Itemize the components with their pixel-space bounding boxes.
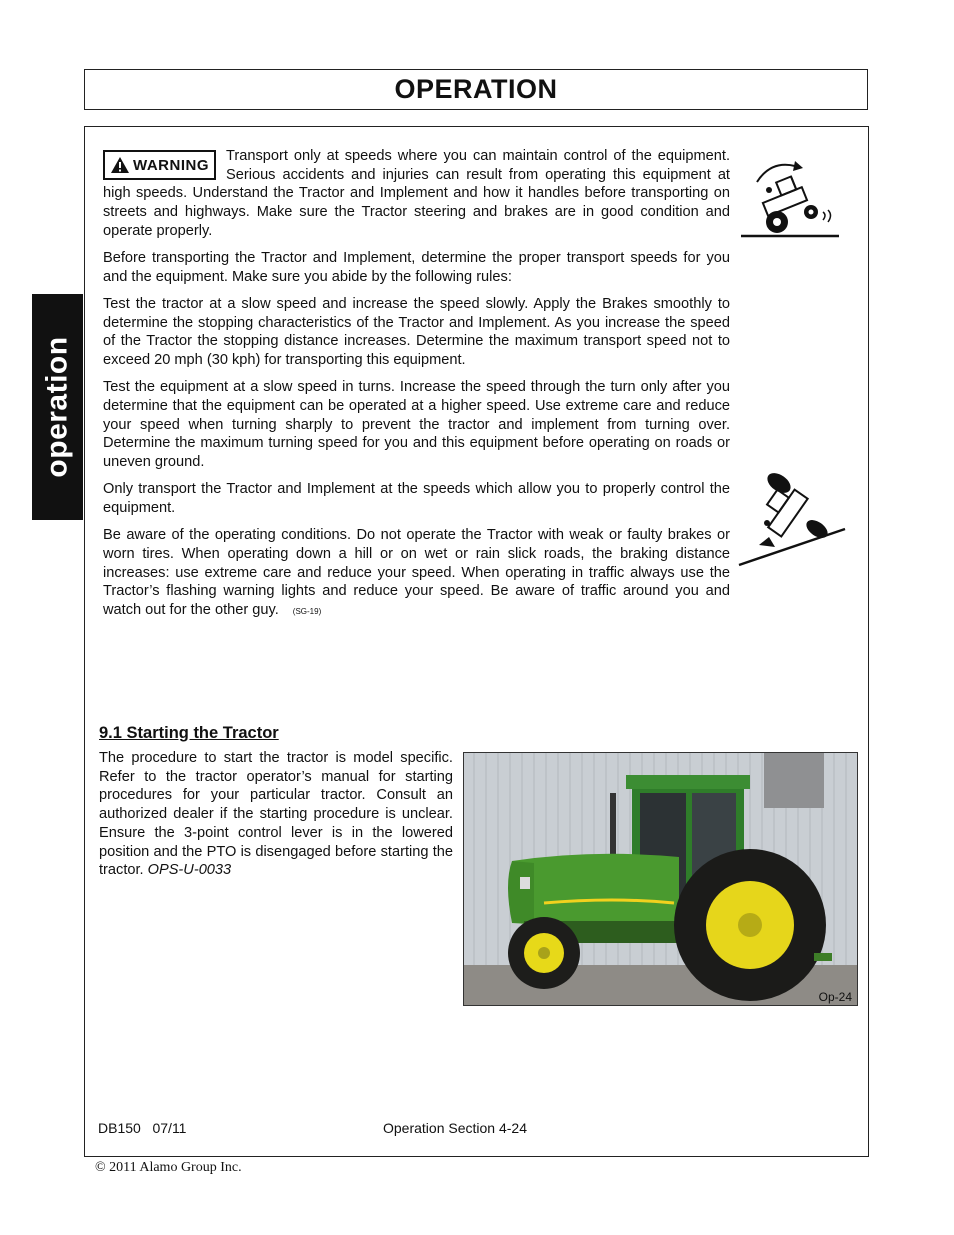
warning-paragraph: Only transport the Tractor and Implement at the speeds which allow you to properly control the equipment.: [103, 481, 730, 516]
procedure-code: OPS-U-0033: [147, 862, 232, 879]
footer-page-number: Operation Section 4-24: [383, 1120, 527, 1136]
copyright-notice: © 2011 Alamo Group Inc.: [95, 1160, 242, 1175]
footer-doc-id: DB150 07/11: [98, 1120, 187, 1136]
section-heading: 9.1 Starting the Tractor: [99, 724, 279, 742]
warning-block: [103, 147, 730, 630]
photo-caption: Op-24: [818, 990, 852, 1004]
tractor-illustration: [464, 753, 857, 1005]
warning-label: WARNING: [133, 156, 209, 174]
page-title: OPERATION: [394, 74, 558, 104]
tractor-rollover-icon: [739, 152, 843, 240]
side-tab-label: operation: [40, 336, 74, 478]
warning-triangle-icon: [110, 156, 130, 174]
tractor-photo: [463, 752, 858, 1006]
warning-paragraph: Test the tractor at a slow speed and increase the speed slowly. Apply the Brakes smoothly to determine the stopping characteristics of the Tractor and Implement. As you increase the speed of the Tractor the stopping distance increases. Determine the maximum transport speed not to exceed 20 mph (30 kph) for transporting this equipment.: [103, 295, 730, 369]
content-frame: [84, 126, 869, 1157]
section-paragraph: [99, 749, 453, 880]
warning-paragraph: Test the equipment at a slow speed in turns. Increase the speed through the turn only after you determine that the equipment can be operated at a higher speed. Use extreme care and reduce your speed when turning sharply to prevent the tractor and implement from turning over. Determine the maximum turning speed for you and this equipment before operating on roads or uneven ground.: [103, 379, 730, 471]
warning-paragraph: Before transporting the Tractor and Implement, determine the proper transport speeds for you and the equipment. Make sure you abide by the following rules:: [103, 250, 730, 285]
warning-badge: [103, 150, 216, 180]
side-section-tab: [32, 294, 83, 520]
warning-paragraph-text: Be aware of the operating conditions. Do not operate the Tractor with weak or faulty brakes or worn tires. When operating down a hill or on wet or rain slick roads, the braking distance increases: use extreme care and reduce your speed. When operating in traffic always use the Tractor’s flashing warning lights and reduce your speed. Be aware of traffic around you and watch out for the other guy.: [103, 527, 730, 618]
section-paragraph-text: The procedure to start the tractor is model specific. Refer to the tractor operator’s manual for starting procedures for your particular tractor. Consult an authorized dealer if the starting procedure is unclear. Ensure the 3-point control lever is in the lowered position and the PTO is disengaged before starting the tractor.: [99, 750, 453, 879]
warning-paragraph: Transport only at speeds where you can maintain control of the equipment. Serious accidents and injuries can result from operating this equipment at high speeds. Understand the Tractor and Implement and how it handles before transporting on streets and highways. Make sure the Tractor steering and brakes are in good condition and operate properly.: [103, 148, 730, 239]
safety-code: (SG-19): [292, 606, 322, 616]
warning-paragraph: [103, 526, 730, 622]
page-header: [84, 69, 868, 110]
tractor-slope-icon: [737, 465, 847, 569]
